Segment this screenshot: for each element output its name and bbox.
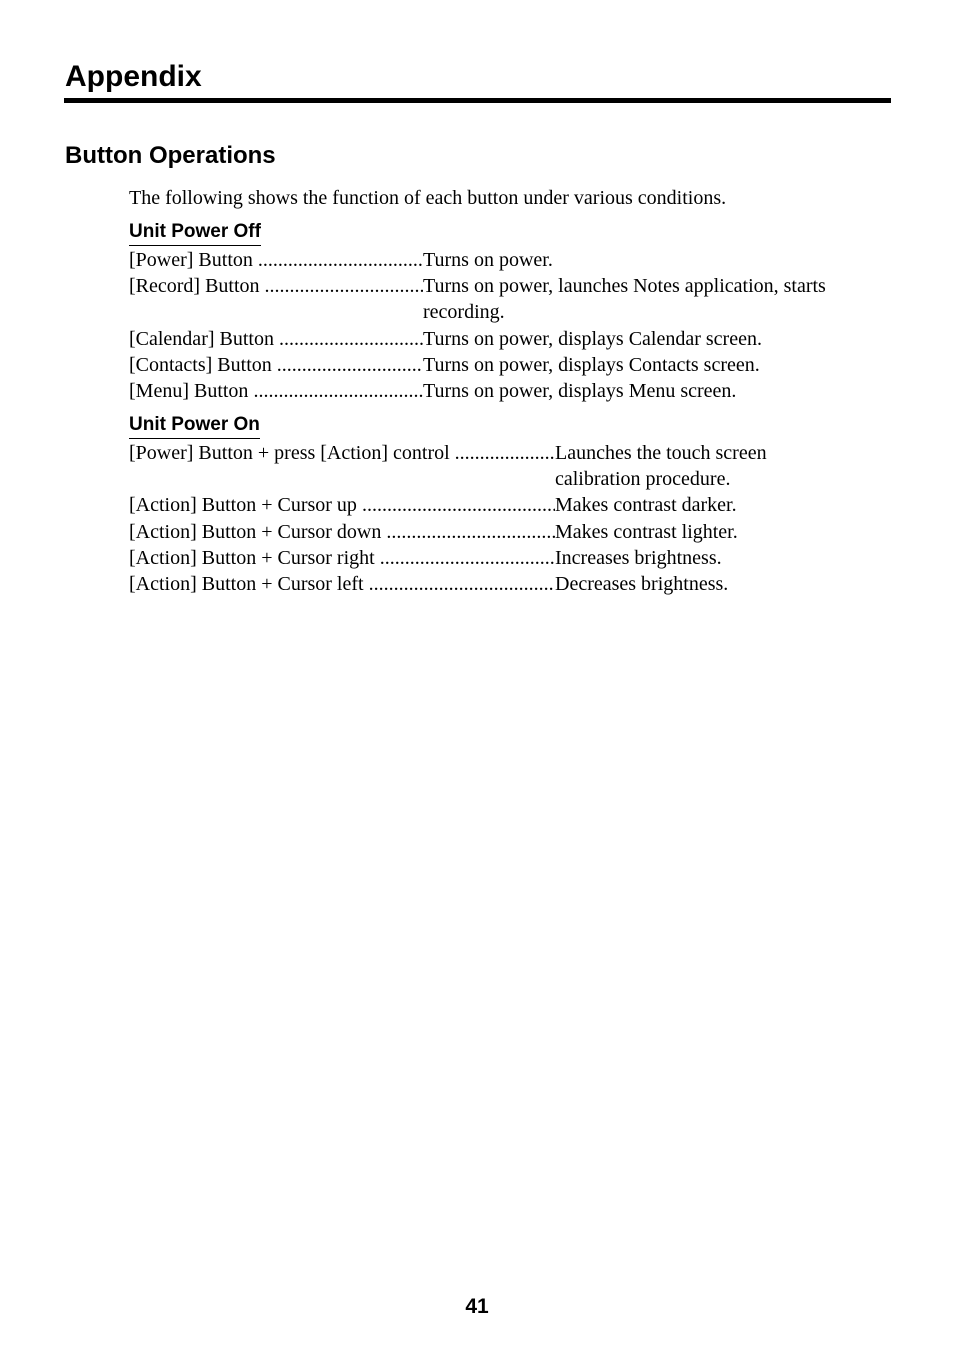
button-function: Launches the touch screen calibration procedure. [555, 442, 767, 491]
button-function: Turns on power, displays Contacts screen. [423, 353, 760, 376]
power-off-heading: Unit Power Off [129, 220, 261, 246]
list-item [129, 571, 829, 597]
list-item [129, 352, 874, 378]
title-rule [64, 98, 891, 103]
section-title: Button Operations [65, 142, 276, 169]
power-on-heading: Unit Power On [129, 413, 260, 439]
dot-leader [364, 571, 555, 597]
dot-leader [253, 247, 423, 273]
button-function: Turns on power, launches Notes application, starts recording. [423, 275, 826, 324]
button-name: [Menu] Button [129, 380, 249, 403]
button-function: Makes contrast darker. [555, 494, 737, 517]
dot-leader [357, 492, 555, 518]
dot-leader [248, 378, 423, 404]
button-function: Turns on power, displays Menu screen. [423, 380, 737, 403]
dot-leader [450, 440, 555, 466]
button-combo: [Action] Button + Cursor right [129, 546, 375, 569]
button-combo: [Action] Button + Cursor left [129, 573, 364, 596]
list-item [129, 378, 874, 404]
list-item [129, 545, 829, 571]
power-off-list [129, 247, 874, 404]
intro-text: The following shows the function of each button under various conditions. [129, 187, 727, 209]
list-item [129, 247, 874, 273]
power-on-list [129, 440, 829, 597]
dot-leader [274, 326, 423, 352]
button-name: [Record] Button [129, 275, 260, 298]
list-item [129, 519, 829, 545]
list-item [129, 440, 829, 492]
list-item [129, 326, 874, 352]
button-combo: [Action] Button + Cursor down [129, 520, 382, 543]
dot-leader [375, 545, 555, 571]
page-title: Appendix [65, 60, 202, 93]
button-function: Turns on power. [423, 249, 553, 271]
dot-leader [260, 273, 423, 299]
button-function: Decreases brightness. [555, 573, 729, 596]
button-combo: [Power] Button + press [Action] control [129, 442, 450, 464]
button-name: [Calendar] Button [129, 327, 274, 350]
dot-leader [381, 519, 555, 545]
list-item [129, 273, 874, 325]
button-function: Increases brightness. [555, 546, 722, 569]
button-name: [Power] Button [129, 249, 253, 271]
dot-leader [272, 352, 423, 378]
button-combo: [Action] Button + Cursor up [129, 494, 357, 517]
button-function: Makes contrast lighter. [555, 520, 738, 543]
page-number: 41 [465, 1295, 489, 1318]
list-item [129, 492, 829, 518]
button-name: [Contacts] Button [129, 353, 272, 376]
button-function: Turns on power, displays Calendar screen. [423, 327, 762, 350]
